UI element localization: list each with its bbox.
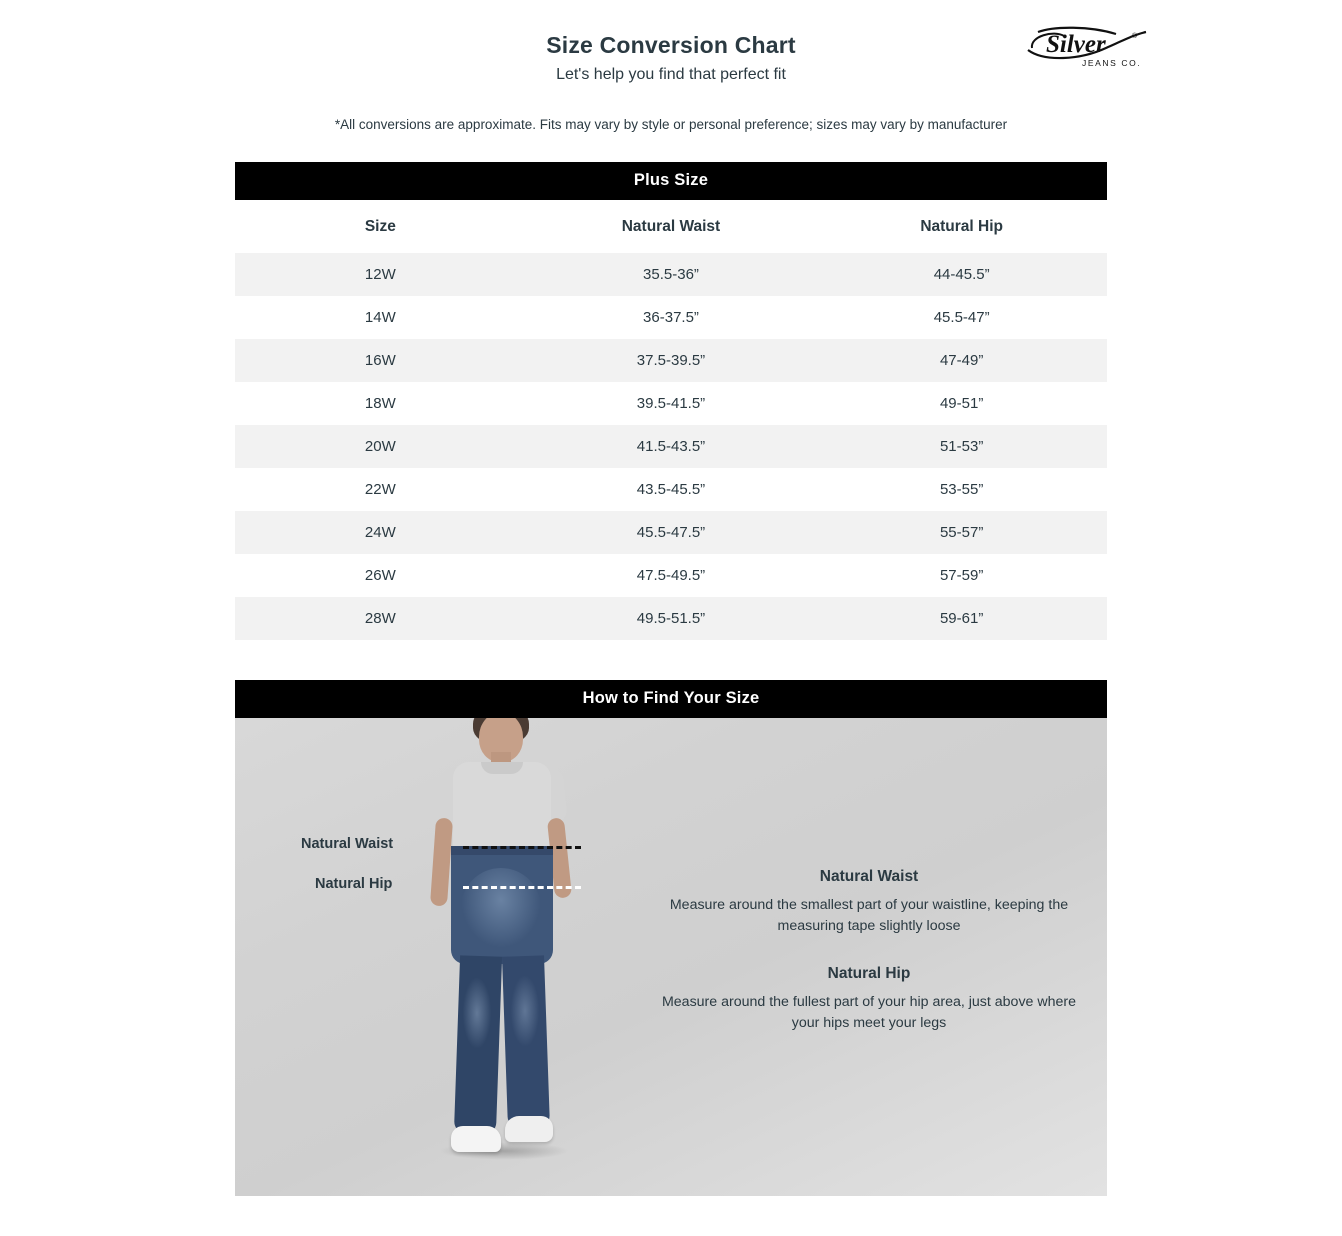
- cell-hip: 45.5-47”: [816, 296, 1107, 339]
- cell-waist: 39.5-41.5”: [526, 382, 817, 425]
- table-row: [235, 597, 1107, 640]
- cell-hip: 51-53”: [816, 425, 1107, 468]
- page-header: [0, 0, 1342, 134]
- cell-hip: 53-55”: [816, 468, 1107, 511]
- page-subtitle: Let's help you find that perfect fit: [556, 66, 786, 83]
- table-header-row: [235, 200, 1107, 253]
- cell-size: 20W: [235, 425, 526, 468]
- table-row: [235, 339, 1107, 382]
- disclaimer-text: *All conversions are approximate. Fits may vary by style or personal preference; sizes may vary by manufacturer: [334, 117, 1008, 132]
- svg-text:Silver: Silver: [1046, 31, 1106, 58]
- cell-hip: 49-51”: [816, 382, 1107, 425]
- instruction-heading-hip: Natural Hip: [827, 965, 911, 982]
- model-leg-fade-left: [463, 978, 491, 1048]
- size-table: [235, 200, 1107, 640]
- cell-hip: 59-61”: [816, 597, 1107, 640]
- svg-text:JEANS CO.: JEANS CO.: [1082, 58, 1142, 68]
- diagram-label-natural-hip: Natural Hip: [315, 876, 393, 892]
- hip-guide-line: [463, 886, 581, 889]
- cell-waist: 36-37.5”: [526, 296, 817, 339]
- instruction-text-hip: Measure around the fullest part of your hip area, just above where your hips meet your legs: [661, 994, 1077, 1031]
- column-header-size: Size: [364, 218, 396, 235]
- cell-size: 26W: [235, 554, 526, 597]
- how-to-caption: How to Find Your Size: [235, 680, 1107, 718]
- table-row: [235, 468, 1107, 511]
- cell-waist: 41.5-43.5”: [526, 425, 817, 468]
- diagram-label-natural-waist: Natural Waist: [301, 836, 394, 852]
- silver-jeans-logo: [1020, 18, 1160, 74]
- cell-hip: 47-49”: [816, 339, 1107, 382]
- column-header-natural-hip: Natural Hip: [920, 218, 1003, 235]
- cell-size: 24W: [235, 511, 526, 554]
- table-row: [235, 511, 1107, 554]
- cell-size: 22W: [235, 468, 526, 511]
- table-row: [235, 253, 1107, 296]
- cell-hip: 57-59”: [816, 554, 1107, 597]
- column-header-natural-waist: Natural Waist: [621, 218, 721, 235]
- model-arm-left: [430, 818, 453, 907]
- instruction-heading-waist: Natural Waist: [819, 868, 919, 885]
- cell-waist: 49.5-51.5”: [526, 597, 817, 640]
- waist-guide-line: [463, 846, 581, 849]
- cell-size: 12W: [235, 253, 526, 296]
- cell-hip: 55-57”: [816, 511, 1107, 554]
- page-title: Size Conversion Chart: [546, 32, 796, 58]
- model-leg-fade-right: [511, 976, 539, 1046]
- cell-waist: 35.5-36”: [526, 253, 817, 296]
- cell-size: 18W: [235, 382, 526, 425]
- how-to-body: [235, 718, 1107, 1196]
- instruction-text-waist: Measure around the smallest part of your waistline, keeping the measuring tape slightly loose: [669, 897, 1069, 934]
- model-jeans-fade: [461, 868, 541, 948]
- table-row: [235, 382, 1107, 425]
- cell-size: 28W: [235, 597, 526, 640]
- svg-text:®: ®: [1132, 33, 1138, 40]
- size-table-caption: Plus Size: [235, 162, 1107, 200]
- size-table-section: [235, 162, 1107, 640]
- cell-waist: 47.5-49.5”: [526, 554, 817, 597]
- model-shoe-right: [505, 1116, 553, 1142]
- cell-waist: 45.5-47.5”: [526, 511, 817, 554]
- cell-waist: 43.5-45.5”: [526, 468, 817, 511]
- cell-waist: 37.5-39.5”: [526, 339, 817, 382]
- table-row: [235, 554, 1107, 597]
- how-to-section: [235, 680, 1107, 1236]
- model-tshirt: [453, 762, 551, 858]
- model-shoe-left: [451, 1126, 501, 1152]
- model-photo: [383, 718, 613, 1196]
- cell-hip: 44-45.5”: [816, 253, 1107, 296]
- table-row: [235, 425, 1107, 468]
- table-row: [235, 296, 1107, 339]
- cell-size: 14W: [235, 296, 526, 339]
- measurement-instructions: [649, 868, 1089, 1034]
- cell-size: 16W: [235, 339, 526, 382]
